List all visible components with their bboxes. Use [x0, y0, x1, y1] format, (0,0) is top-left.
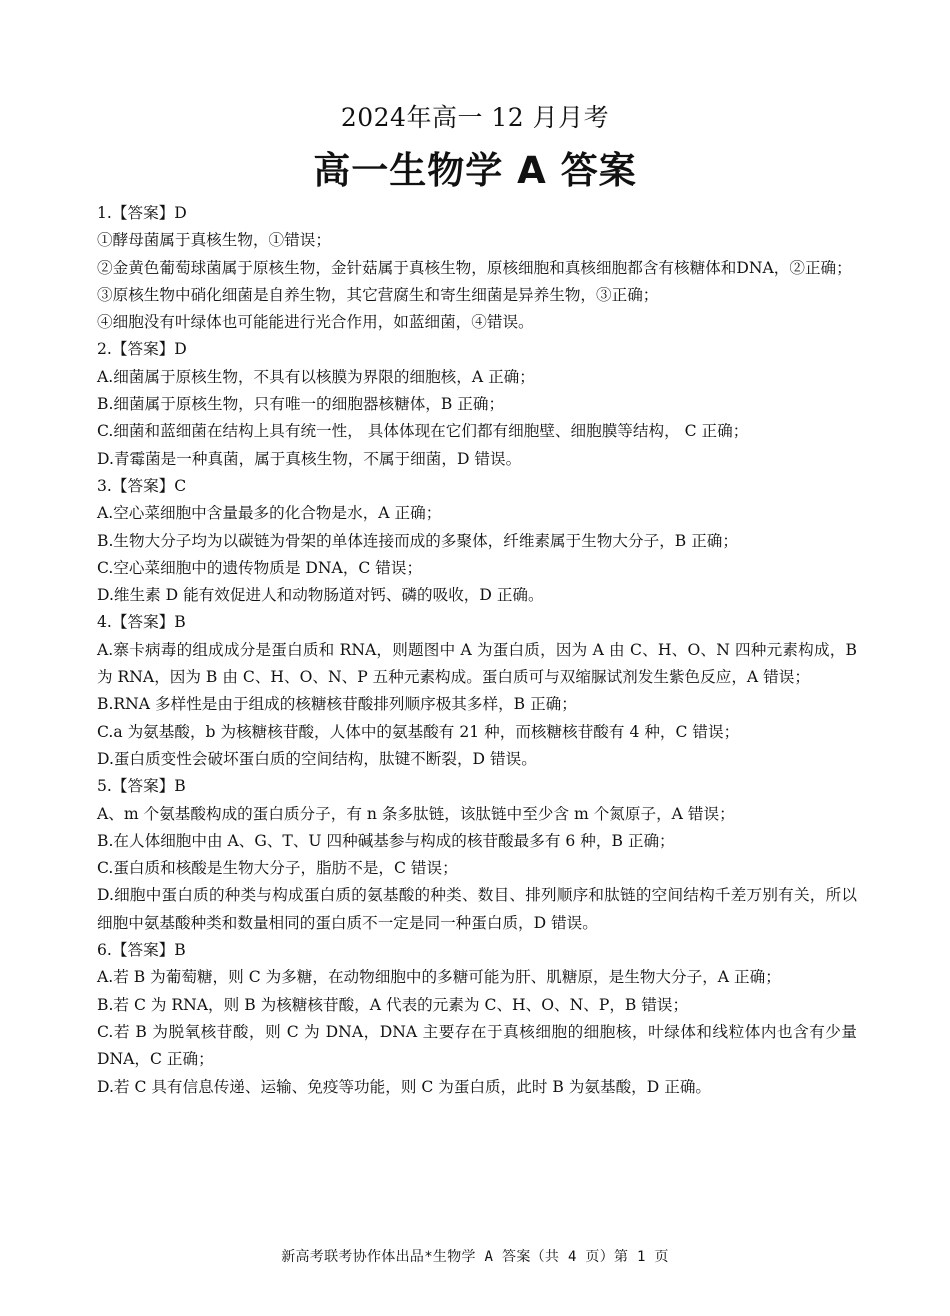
- explanation-line: A.寨卡病毒的组成成分是蛋白质和 RNA，则题图中 A 为蛋白质，因为 A 由 C、H、O、N 四种元素构成，B 为 RNA，因为 B 由 C、H、O、N、P 五种元素构成。蛋白质可与双缩脲试剂发生紫色反应，A 错误；: [97, 640, 857, 687]
- subject-title: 高一生物学 A 答案: [313, 149, 637, 192]
- explanation-line: B.生物大分子均为以碳链为骨架的单体连接而成的多聚体，纤维素属于生物大分子，B 正确；: [97, 531, 738, 550]
- question-block-1: [97, 200, 857, 336]
- explanation-line: C.蛋白质和核酸是生物大分子，脂肪不是，C 错误；: [97, 859, 458, 878]
- explanation-line: A、m 个氨基酸构成的蛋白质分子，有 n 条多肽链，该肽链中至少含 m 个氮原子，A 错误；: [97, 804, 735, 823]
- question-block-4: [97, 609, 857, 773]
- explanation-line: B.若 C 为 RNA，则 B 为核糖核苷酸，A 代表的元素为 C、H、O、N、P，B 错误；: [97, 995, 689, 1014]
- answer-content: [97, 200, 857, 1101]
- explanation-line: ④细胞没有叶绿体也可能能进行光合作用，如蓝细菌，④错误。: [97, 313, 534, 332]
- question-block-5: [97, 773, 857, 937]
- question-block-6: [97, 937, 857, 1101]
- question-block-2: [97, 336, 857, 472]
- explanation-line: A.空心菜细胞中含量最多的化合物是水，A 正确；: [97, 504, 442, 523]
- explanation-line: A.若 B 为葡萄糖，则 C 为多糖，在动物细胞中的多糖可能为肝、肌糖原，是生物大分子，A 正确；: [97, 968, 781, 987]
- answer-line: 4.【答案】B: [97, 613, 186, 632]
- answer-line: 3.【答案】C: [97, 476, 187, 495]
- answer-line: 2.【答案】D: [97, 340, 187, 359]
- explanation-line: D.维生素 D 能有效促进人和动物肠道对钙、磷的吸收，D 正确。: [97, 586, 544, 605]
- answer-line: 5.【答案】B: [97, 777, 186, 796]
- answer-line: 6.【答案】B: [97, 941, 186, 960]
- explanation-line: B.RNA 多样性是由于组成的核糖核苷酸排列顺序极其多样，B 正确；: [97, 695, 577, 714]
- explanation-line: D.细胞中蛋白质的种类与构成蛋白质的氨基酸的种类、数目、排列顺序和肽链的空间结构千差万别有关，所以细胞中氨基酸种类和数量相同的蛋白质不一定是同一种蛋白质，D 错误。: [97, 886, 857, 932]
- explanation-line: D.蛋白质变性会破坏蛋白质的空间结构，肽键不断裂，D 错误。: [97, 749, 537, 768]
- explanation-line: ②金黄色葡萄球菌属于原核生物，金针菇属于真核生物，原核细胞和真核细胞都含有核糖体和DNA，②正确；: [97, 258, 852, 277]
- explanation-line: C.空心菜细胞中的遗传物质是 DNA，C 错误；: [97, 558, 423, 577]
- exam-title: 2024年高一 12 月月考: [340, 103, 610, 132]
- explanation-line: A.细菌属于原核生物，不具有以核膜为界限的细胞核，A 正确；: [97, 367, 535, 386]
- question-block-3: [97, 473, 857, 609]
- explanation-line: C.若 B 为脱氧核苷酸，则 C 为 DNA，DNA 主要存在于真核细胞的细胞核，叶绿体和线粒体内也含有少量 DNA，C 正确；: [97, 1022, 857, 1069]
- explanation-line: ①酵母菌属于真核生物，①错误；: [97, 231, 331, 250]
- answer-line: 1.【答案】D: [97, 204, 187, 222]
- explanation-line: D.若 C 具有信息传递、运输、免疫等功能，则 C 为蛋白质，此时 B 为氨基酸，D 正确。: [97, 1077, 712, 1096]
- page-footer: 新高考联考协作体出品*生物学 A 答案（共 4 页）第 1 页: [281, 1249, 669, 1265]
- explanation-line: C.a 为氨基酸，b 为核糖核苷酸，人体中的氨基酸有 21 种，而核糖核苷酸有 4 种，C 错误；: [97, 722, 740, 741]
- explanation-line: C.细菌和蓝细菌在结构上具有统一性， 具体体现在它们都有细胞壁、细胞膜等结构， C 正确；: [97, 422, 749, 441]
- explanation-line: D.青霉菌是一种真菌，属于真核生物，不属于细菌，D 错误。: [97, 449, 522, 468]
- explanation-line: B.细菌属于原核生物，只有唯一的细胞器核糖体，B 正确；: [97, 395, 505, 414]
- explanation-line: ③原核生物中硝化细菌是自养生物，其它营腐生和寄生细菌是异养生物，③正确；: [97, 285, 659, 304]
- explanation-line: B.在人体细胞中由 A、G、T、U 四种碱基参与构成的核苷酸最多有 6 种，B 正确；: [97, 831, 675, 850]
